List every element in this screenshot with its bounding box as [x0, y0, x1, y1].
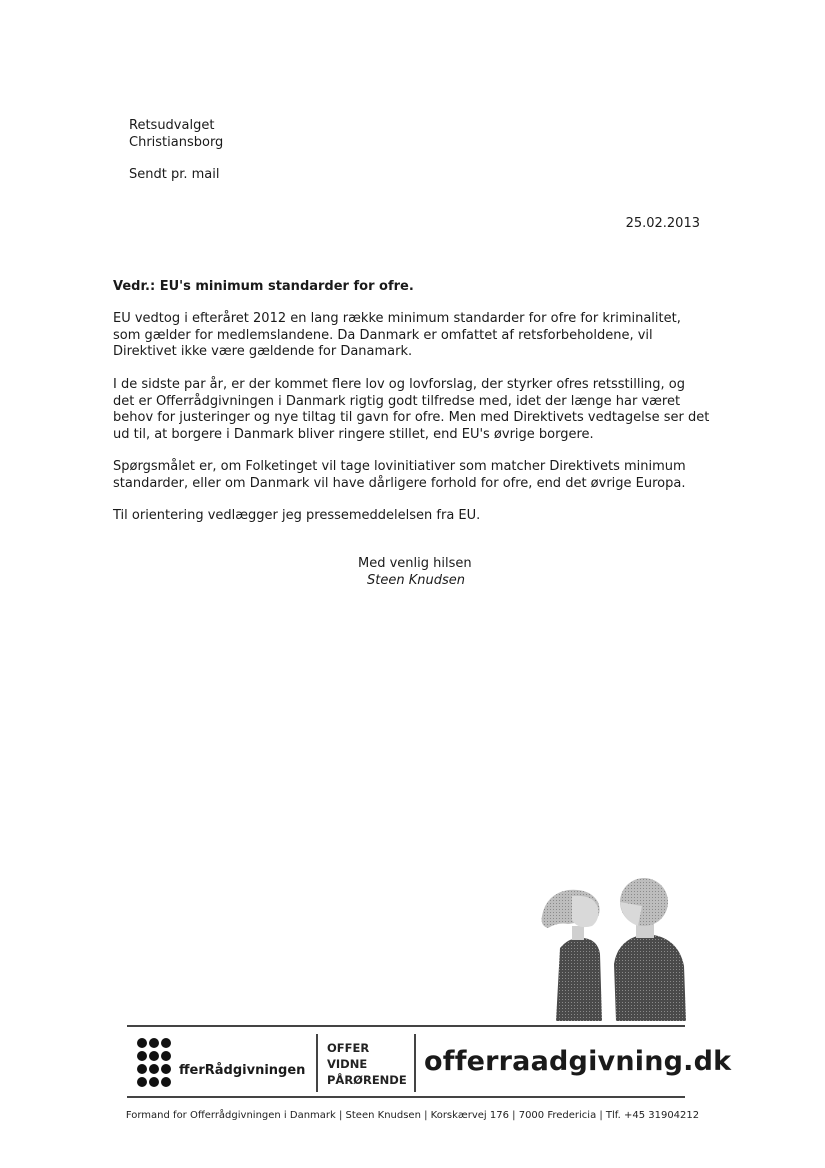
- paragraph-2: [113, 377, 709, 443]
- paragraph-line: ud til, at borgere i Danmark bliver ringere stillet, end EU's øvrige borgere.: [113, 426, 594, 442]
- paragraph-line: I de sidste par år, er der kommet flere lov og lovforslag, der styrker ofres retsstilling, og: [113, 377, 686, 392]
- letterhead-divider: [316, 1034, 318, 1092]
- recipient-address: [129, 118, 223, 151]
- letter-subject: Vedr.: EU's minimum standarder for ofre.: [113, 279, 414, 294]
- role-vidne: VIDNE: [327, 1057, 368, 1071]
- paragraph-line: standarder, eller om Danmark vil have dårligere forhold for ofre, end det øvrige Europa.: [113, 475, 686, 491]
- dot-grid-icon: [136, 1037, 176, 1089]
- woman-neck: [572, 926, 584, 940]
- recipient-line-1: Retsudvalget: [129, 118, 215, 133]
- role-offer: OFFER: [327, 1041, 370, 1055]
- letterhead-bottom-rule: [127, 1096, 685, 1098]
- two-people-illustration: [538, 876, 698, 1021]
- paragraph-line: Spørgsmålet er, om Folketinget vil tage lovinitiativer som matcher Direktivets minimum: [113, 459, 686, 474]
- closing-block: [358, 556, 472, 589]
- paragraph-line: det er Offerrådgivningen i Danmark rigtig godt tilfredse med, idet der længe har været: [113, 393, 681, 409]
- letterhead-top-rule: [127, 1025, 685, 1027]
- roles-list: [327, 1040, 407, 1088]
- paragraph-line: Til orientering vedlægger jeg pressemeddelelsen fra EU.: [113, 508, 481, 523]
- paragraph-line: EU vedtog i efteråret 2012 en lang række minimum standarder for ofre for kriminalitet,: [113, 311, 681, 326]
- organization-logo: [136, 1037, 308, 1089]
- letterhead-divider: [414, 1034, 416, 1092]
- delivery-note: Sendt pr. mail: [129, 167, 220, 182]
- logo-text: fferRådgivningen: [179, 1063, 306, 1078]
- signature-name: Steen Knudsen: [367, 572, 465, 588]
- man-body: [614, 934, 686, 1021]
- paragraph-1: [113, 311, 681, 361]
- letter-date: 25.02.2013: [625, 216, 700, 231]
- woman-body: [556, 938, 602, 1021]
- paragraph-line: behov for justeringer og nye tiltag til gavn for ofre. Men med Direktivets vedtagelse ser det: [113, 410, 710, 425]
- paragraph-line: Direktivet ikke være gældende for Danamark.: [113, 344, 413, 359]
- paragraph-line: som gælder for medlemslandene. Da Danmark er omfattet af retsforbeholdene, vil: [113, 327, 653, 343]
- role-parorende: PÅRØRENDE: [327, 1073, 407, 1087]
- closing-greeting: Med venlig hilsen: [358, 556, 472, 571]
- paragraph-4: [113, 508, 480, 525]
- paragraph-3: [113, 459, 686, 492]
- recipient-line-2: Christiansborg: [129, 134, 224, 150]
- footer-contact-line: Formand for Offerrådgivningen i Danmark | Steen Knudsen | Korskærvej 176 | 7000 Fredericia | Tlf. +45 31904212: [125, 1110, 700, 1121]
- website-domain: offerraadgivning.dk: [424, 1046, 732, 1077]
